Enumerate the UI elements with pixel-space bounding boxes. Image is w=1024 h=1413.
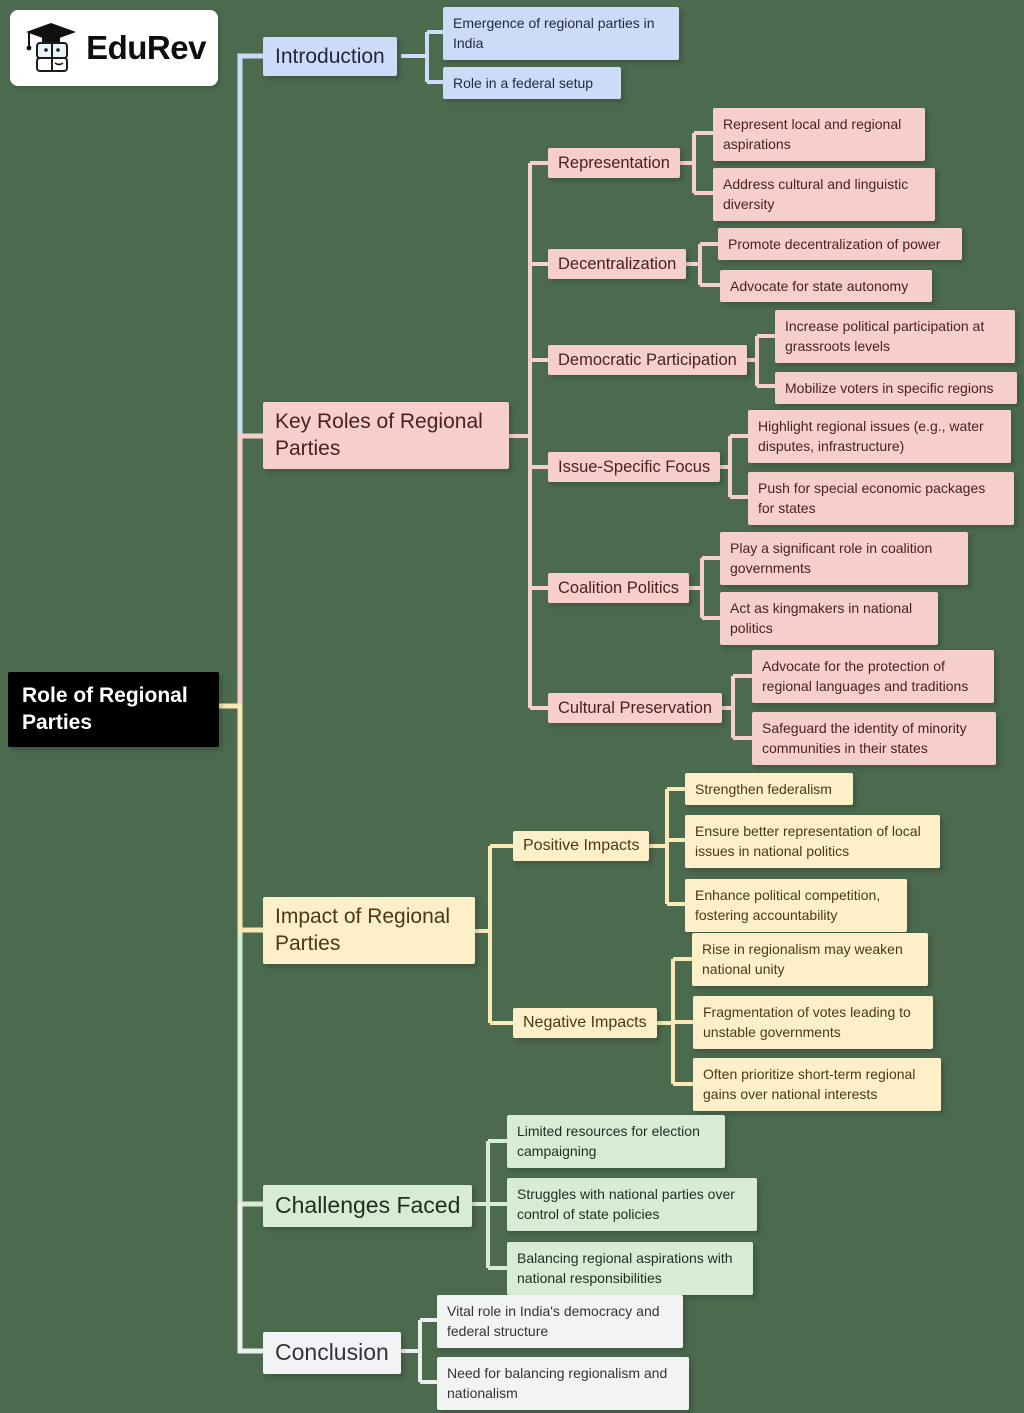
node-leaf-emergence-regional-parties: Emergence of regional parties in India	[443, 7, 679, 60]
connector-trunk-key-roles	[240, 436, 263, 708]
node-leaf-struggles-national-parties: Struggles with national parties over control of state policies	[507, 1178, 757, 1231]
node-leaf-regionalism-weaken-unity: Rise in regionalism may weaken national unity	[692, 933, 928, 986]
edurev-logo-card	[10, 10, 218, 86]
node-leaf-coalition-governments: Play a significant role in coalition governments	[720, 532, 968, 585]
node-leaf-promote-decentralization: Promote decentralization of power	[718, 228, 962, 260]
node-sub-positive-impacts: Positive Impacts	[513, 831, 649, 861]
node-leaf-state-autonomy: Advocate for state autonomy	[720, 270, 932, 302]
node-leaf-shortterm-gains: Often prioritize short-term regional gains over national interests	[693, 1058, 941, 1111]
node-branch-key-roles: Key Roles of Regional Parties	[263, 402, 509, 469]
node-leaf-strengthen-federalism: Strengthen federalism	[685, 773, 853, 805]
connector-trunk-challenges	[240, 928, 263, 1204]
connector-subtree-key-roles	[505, 133, 775, 738]
node-sub-negative-impacts: Negative Impacts	[513, 1008, 657, 1038]
node-leaf-highlight-regional-issues: Highlight regional issues (e.g., water disputes, infrastructure)	[748, 410, 1011, 463]
node-leaf-grassroots-participation: Increase political participation at grassroots levels	[775, 310, 1015, 363]
node-leaf-political-competition: Enhance political competition, fostering accountability	[685, 879, 907, 932]
node-leaf-represent-aspirations: Represent local and regional aspirations	[713, 108, 925, 161]
node-leaf-kingmakers: Act as kingmakers in national politics	[720, 592, 938, 645]
node-sub-coalition-politics: Coalition Politics	[548, 573, 689, 603]
node-leaf-balancing-aspirations: Balancing regional aspirations with national responsibilities	[507, 1242, 753, 1295]
node-leaf-protect-languages: Advocate for the protection of regional languages and traditions	[752, 650, 994, 703]
node-branch-impact: Impact of Regional Parties	[263, 897, 475, 964]
node-sub-representation: Representation	[548, 148, 680, 178]
node-leaf-safeguard-minorities: Safeguard the identity of minority communities in their states	[752, 712, 996, 765]
node-sub-democratic-participation: Democratic Participation	[548, 345, 747, 375]
node-leaf-economic-packages: Push for special economic packages for states	[748, 472, 1014, 525]
connector-trunk-impact	[218, 706, 263, 930]
node-branch-introduction: Introduction	[263, 37, 397, 76]
edurev-mascot-icon	[22, 19, 78, 77]
node-leaf-vote-fragmentation: Fragmentation of votes leading to unstable governments	[693, 996, 933, 1049]
node-leaf-vital-role-democracy: Vital role in India's democracy and federal structure	[437, 1295, 683, 1348]
node-leaf-mobilize-voters: Mobilize voters in specific regions	[775, 372, 1017, 404]
node-sub-cultural-preservation: Cultural Preservation	[548, 693, 722, 723]
node-branch-challenges: Challenges Faced	[263, 1185, 472, 1227]
connector-trunk-introduction	[240, 56, 263, 452]
node-root: Role of Regional Parties	[8, 672, 219, 747]
edurev-brand-text: EduRev	[86, 29, 206, 66]
connector-trunk-conclusion	[240, 1202, 263, 1351]
node-leaf-limited-resources: Limited resources for election campaigning	[507, 1115, 725, 1168]
connector-subtree-introduction	[401, 32, 443, 82]
node-leaf-address-diversity: Address cultural and linguistic diversity	[713, 168, 935, 221]
node-leaf-role-federal-setup: Role in a federal setup	[443, 67, 621, 99]
node-sub-issue-specific-focus: Issue-Specific Focus	[548, 452, 720, 482]
node-leaf-better-representation: Ensure better representation of local issues in national politics	[685, 815, 940, 868]
node-branch-conclusion: Conclusion	[263, 1332, 401, 1374]
node-sub-decentralization: Decentralization	[548, 249, 686, 279]
node-leaf-balancing-regionalism-nationalism: Need for balancing regionalism and nationalism	[437, 1357, 689, 1410]
connector-subtree-challenges	[466, 1141, 507, 1268]
